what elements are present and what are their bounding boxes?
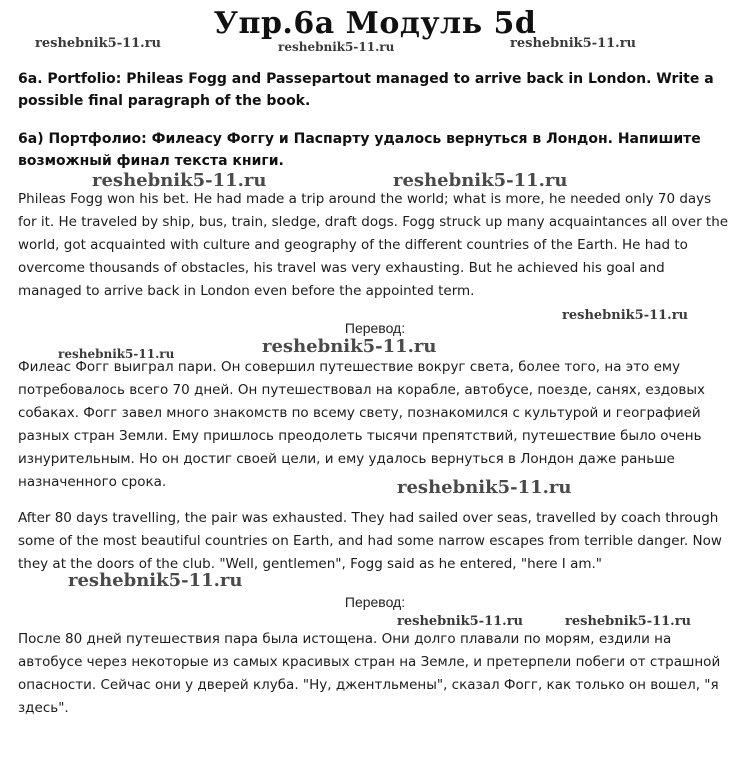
task-russian: 6а) Портфолио: Филеасу Фоггу и Паспарту удалось вернуться в Лондон. Напишите возможный финал текста книги. [18,131,701,169]
answer1-english: Phileas Fogg won his bet. He had made a trip around the world; what is more, he needed only 70 days for it. He traveled by ship, bus, train, sledge, draft dogs. Fogg struck up many acquaintances all over the world, got acquainted with culture and geography of the different countries of the Earth. He had to overcome thousands of obstacles, his travel was very exhausting. But he achieved his goal and managed to arrive back in London even before the appointed term. [18,191,729,299]
watermark: reshebnik5-11.ru [562,308,689,323]
watermark: reshebnik5-11.ru [565,614,692,629]
watermark: reshebnik5-11.ru [92,170,267,191]
answer1-russian: Филеас Фогг выиграл пари. Он совершил путешествие вокруг света, более того, на это ему потребовалось всего 70 дней. Он путешествовал на корабле, автобусе, поезде, санях, ездовых собаках. Фогг завел много знакомств по всему свету, познакомился с культурой и географией разных стран Земли. Ему пришлось преодолеть тысячи препятствий, путешествие было очень изнурительным. Но он достиг своей цели, и ему удалось вернуться в Лондон даже раньше назначенного срока. [18,359,706,490]
watermark: reshebnik5-11.ru [58,347,175,361]
watermark: reshebnik5-11.ru [397,477,572,498]
page-title: Упр.6а Модуль 5d [213,6,537,41]
watermark: reshebnik5-11.ru [278,40,395,54]
watermark: reshebnik5-11.ru [262,336,437,357]
translation-label: Перевод: [344,594,406,610]
task-english: 6a. Portfolio: Phileas Fogg and Passepartout managed to arrive back in London. Write a possible final paragraph of the book. [18,71,714,109]
watermark: reshebnik5-11.ru [397,614,524,629]
watermark: reshebnik5-11.ru [393,170,568,191]
watermark: reshebnik5-11.ru [35,36,162,51]
answer2-english: After 80 days travelling, the pair was exhausted. They had sailed over seas, travelled by coach through some of the most beautiful countries on Earth, and had some narrow escapes from terrible danger. Now they at the doors of the club. "Well, gentlemen", Fogg said as he entered, "here I am." [18,510,722,572]
watermark: reshebnik5-11.ru [68,570,243,591]
answer2-russian: После 80 дней путешествия пара была истощена. Они долго плавали по морям, ездили на автобусе через некоторые из самых красивых стран на Земле, и претерпели побеги от страшной опасности. Сейчас они у дверей клуба. "Ну, джентльмены", сказал Фогг, как только он вошел, "я здесь". [18,631,721,716]
translation-label: Перевод: [344,320,406,336]
watermark: reshebnik5-11.ru [510,36,637,51]
